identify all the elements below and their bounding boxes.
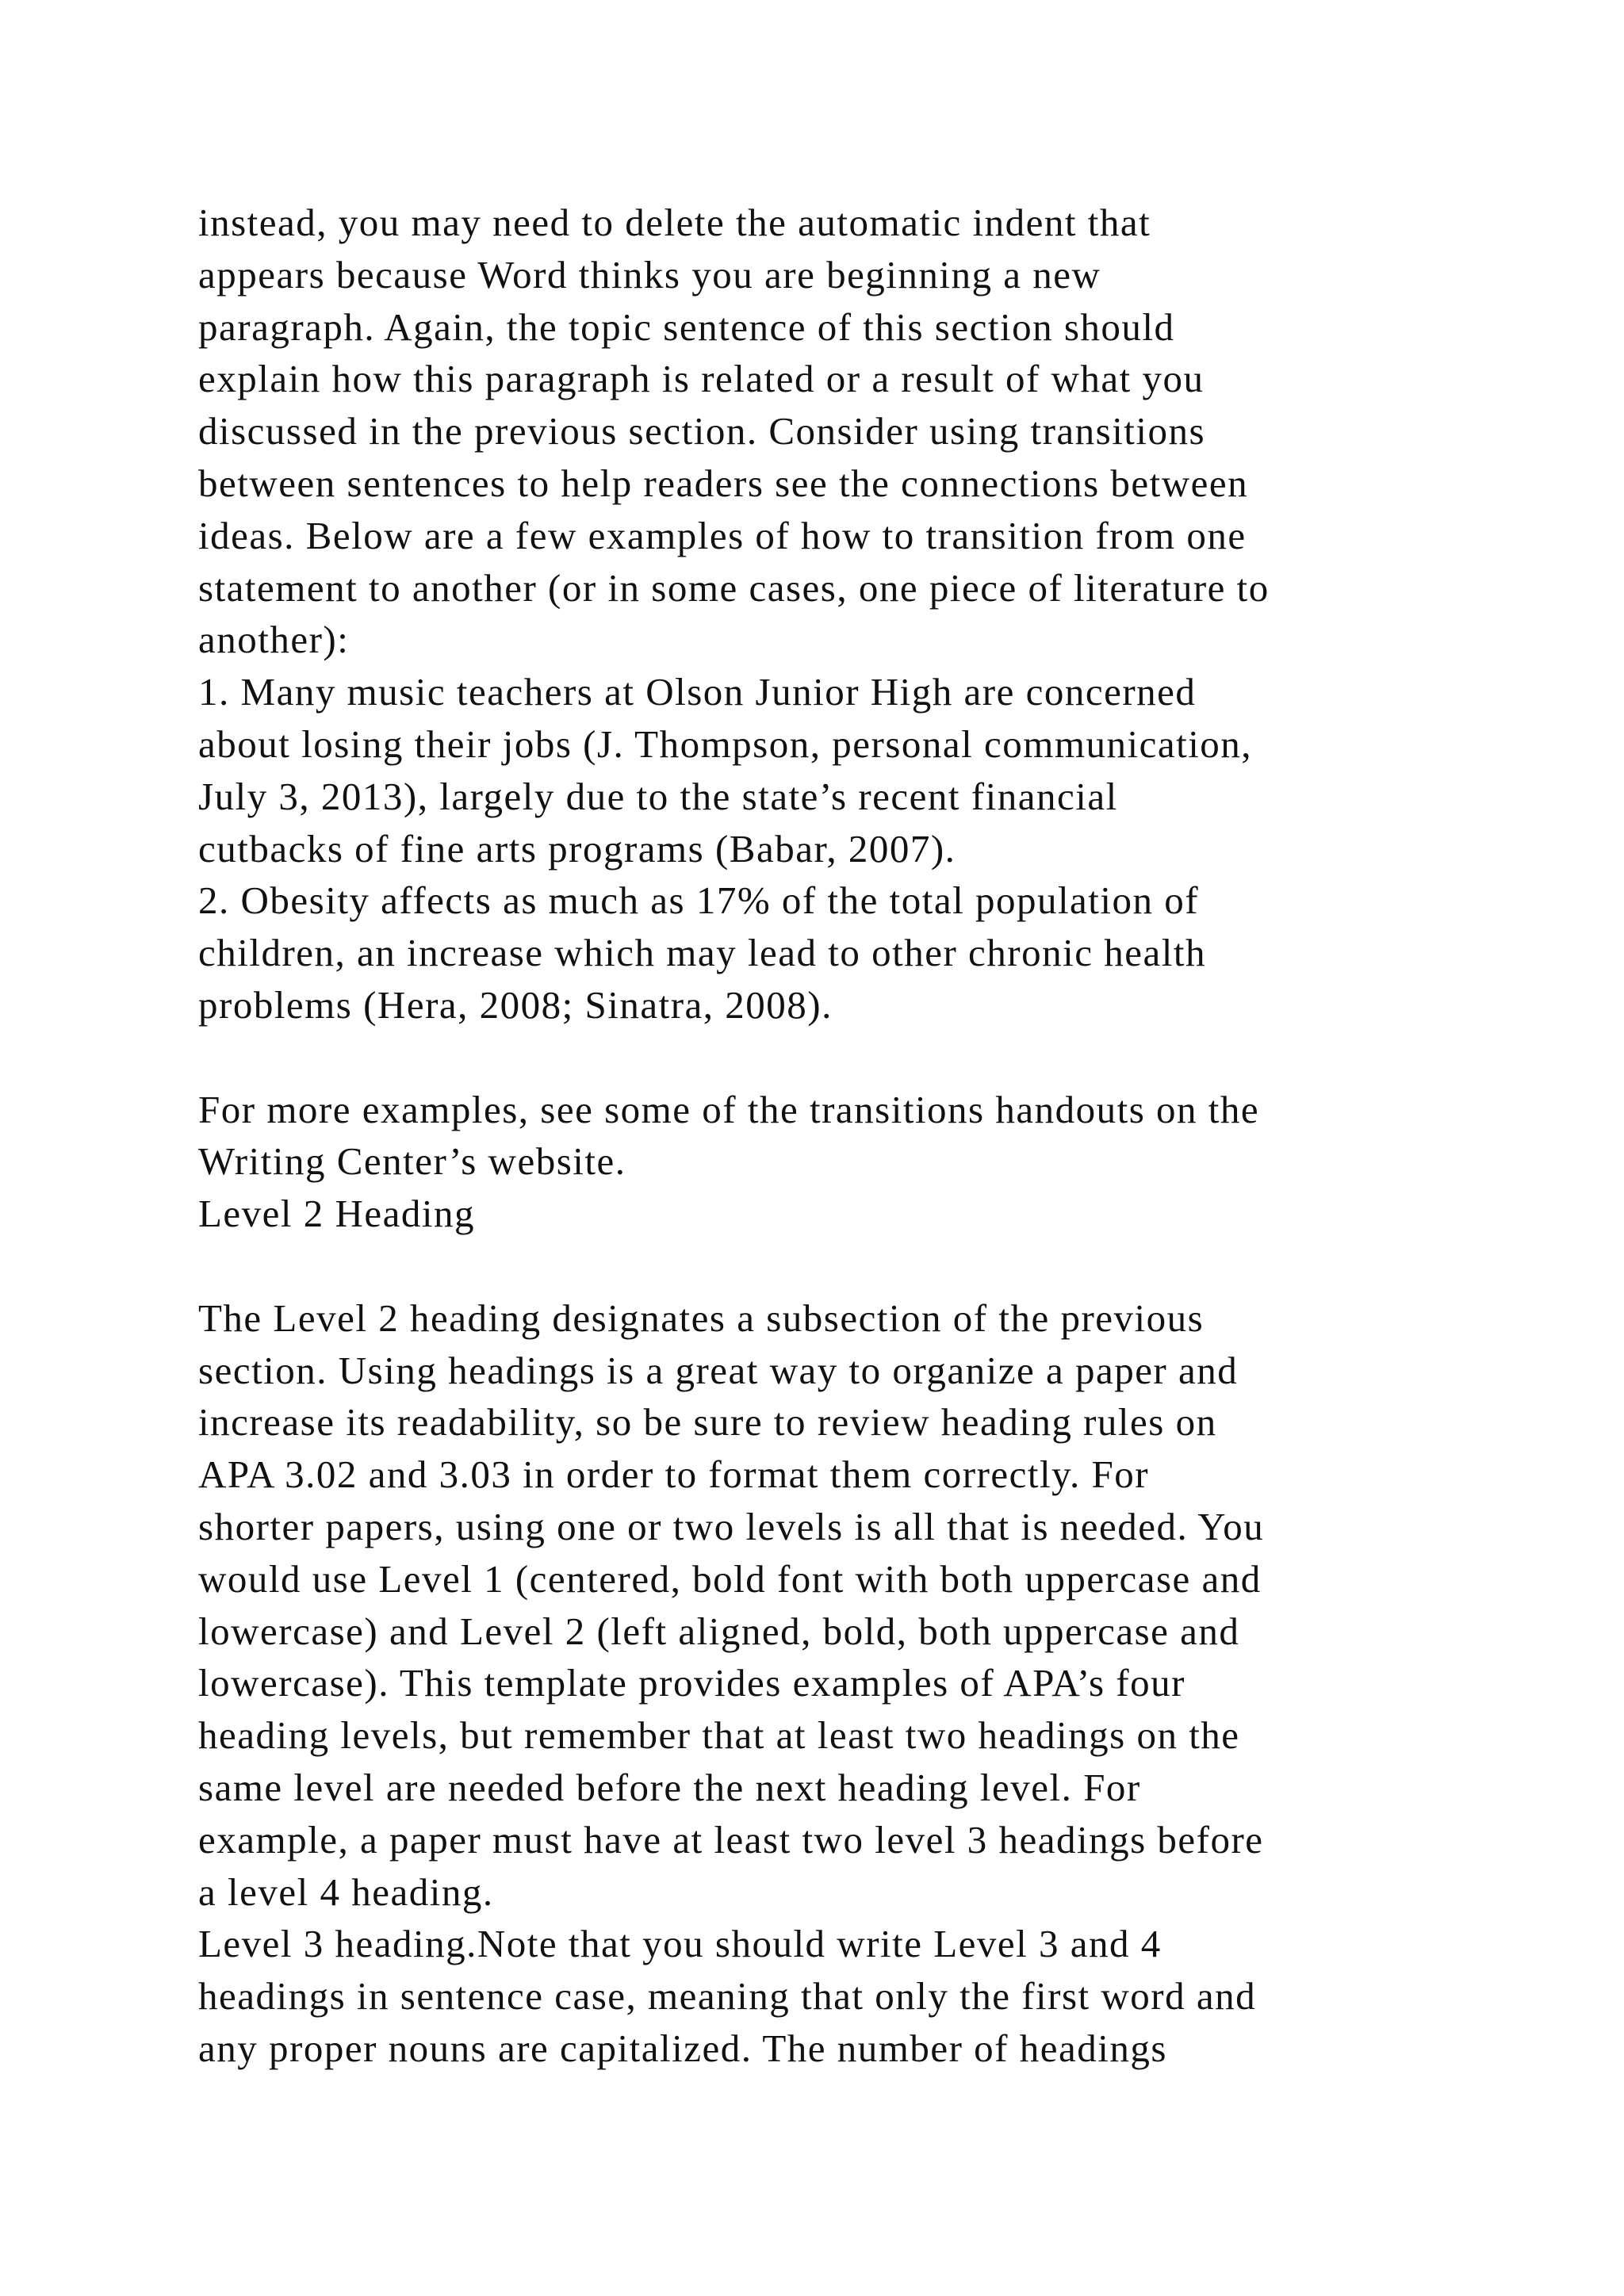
text-line: same level are needed before the next heading level. For	[198, 1765, 1141, 1809]
text-line: problems (Hera, 2008; Sinatra, 2008).	[198, 982, 833, 1027]
text-line: section. Using headings is a great way to organize a paper and	[198, 1348, 1239, 1392]
text-line: headings in sentence case, meaning that only the first word and	[198, 1974, 1257, 2019]
text-line: another):	[198, 618, 350, 662]
text-line: discussed in the previous section. Consider using transitions	[198, 409, 1206, 453]
text-line: The Level 2 heading designates a subsection of the previous	[198, 1295, 1205, 1340]
text-line: a level 4 heading.	[198, 1869, 494, 1914]
text-line: any proper nouns are capitalized. The number of headings	[198, 2026, 1167, 2070]
list-item-2: 2. Obesity affects as much as 17% of the total population of	[198, 878, 1200, 923]
text-line: shorter papers, using one or two levels is all that is needed. You	[198, 1504, 1265, 1548]
blank-line	[198, 1240, 1499, 1292]
text-line: heading levels, but remember that at least two headings on the	[198, 1713, 1240, 1758]
text-line: appears because Word thinks you are beginning a new	[198, 252, 1101, 297]
text-line: Writing Center’s website.	[198, 1139, 626, 1184]
text-line: lowercase) and Level 2 (left aligned, bold, both uppercase and	[198, 1609, 1240, 1653]
text-line: about losing their jobs (J. Thompson, personal communication,	[198, 721, 1253, 766]
text-line: statement to another (or in some cases, one piece of literature to	[198, 565, 1270, 610]
text-line: cutbacks of fine arts programs (Babar, 2007).	[198, 826, 956, 871]
text-line: instead, you may need to delete the automatic indent that	[198, 201, 1151, 244]
text-line: would use Level 1 (centered, bold font with both uppercase and	[198, 1556, 1262, 1601]
text-line: increase its readability, so be sure to review heading rules on	[198, 1400, 1217, 1445]
text-line: between sentences to help readers see the connections between	[198, 461, 1249, 505]
body-text	[198, 197, 1499, 2075]
level-2-heading: Level 2 Heading	[198, 1192, 476, 1236]
text-line: lowercase). This template provides examples of APA’s four	[198, 1661, 1185, 1705]
text-line: APA 3.02 and 3.03 in order to format them correctly. For	[198, 1452, 1150, 1497]
text-line: example, a paper must have at least two level 3 headings before	[198, 1817, 1264, 1862]
text-line: ideas. Below are a few examples of how to transition from one	[198, 513, 1247, 557]
level-3-heading-line: Level 3 heading.Note that you should write Level 3 and 4	[198, 1922, 1162, 1966]
text-line: children, an increase which may lead to other chronic health	[198, 931, 1206, 975]
text-line: paragraph. Again, the topic sentence of this section should	[198, 304, 1175, 349]
text-line: July 3, 2013), largely due to the state’s recent financial	[198, 774, 1118, 818]
blank-line	[198, 1031, 1499, 1084]
text-line: explain how this paragraph is related or a result of what you	[198, 357, 1205, 401]
text-line: For more examples, see some of the transitions handouts on the	[198, 1087, 1260, 1131]
list-item-1: 1. Many music teachers at Olson Junior High are concerned	[198, 670, 1197, 714]
